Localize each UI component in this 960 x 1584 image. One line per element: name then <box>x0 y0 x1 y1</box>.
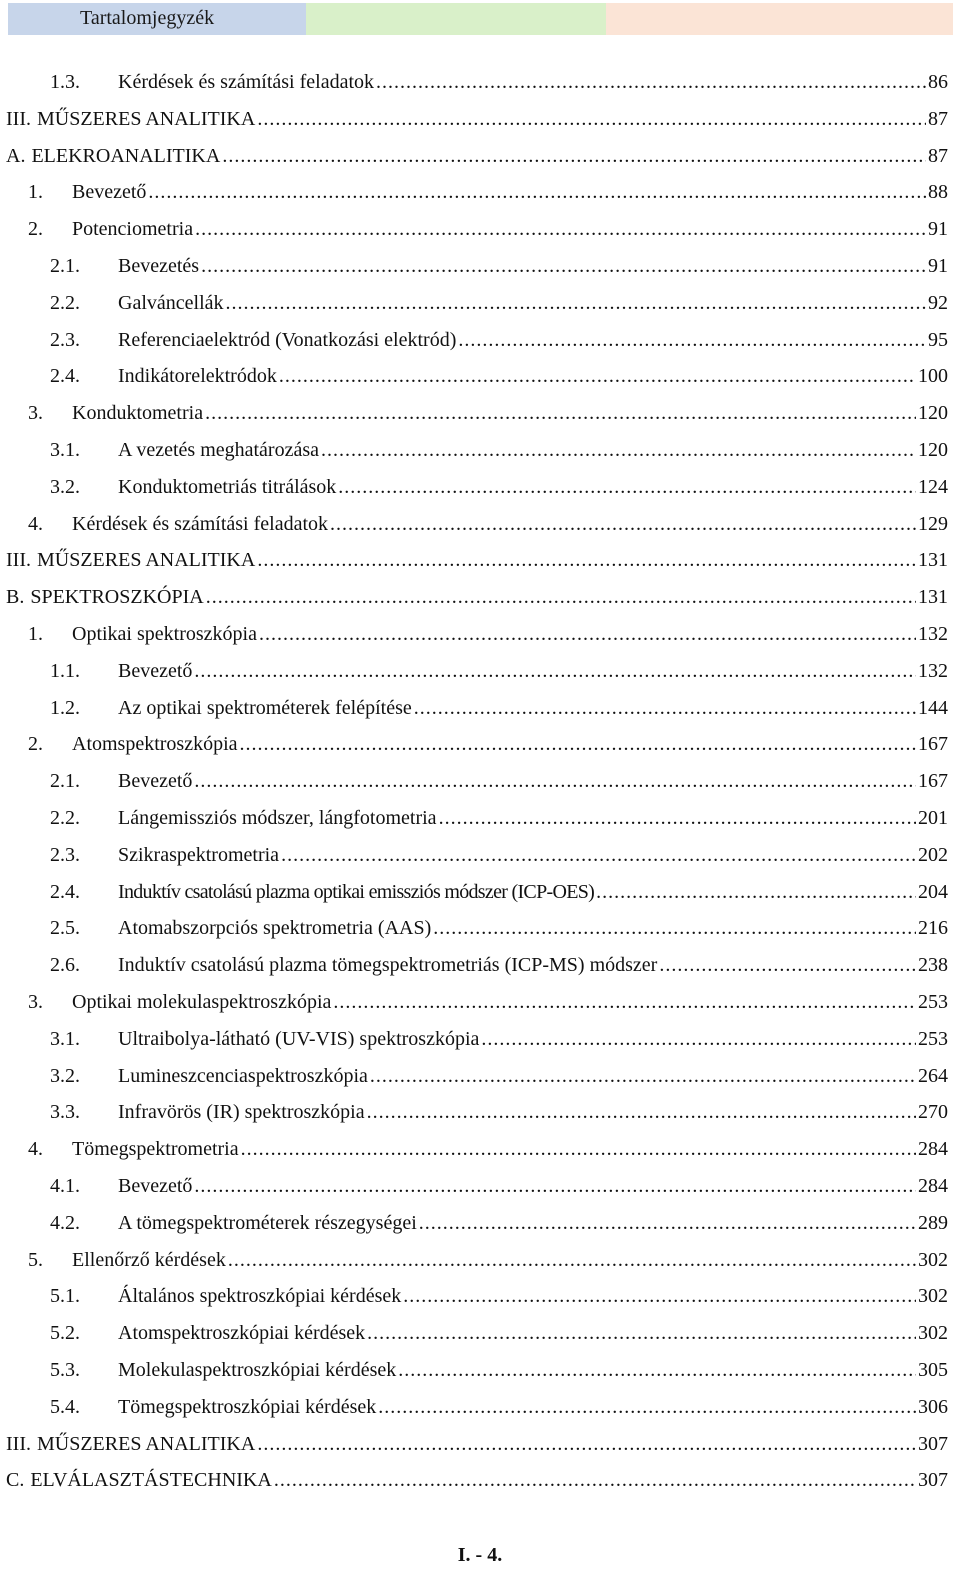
toc-dot-leader <box>194 653 916 689</box>
toc-dot-leader <box>194 1168 916 1204</box>
toc-entry[interactable] <box>0 1058 948 1094</box>
toc-dot-leader <box>403 1278 916 1314</box>
toc-entry-title: Optikai spektroszkópia <box>72 623 257 645</box>
toc-entry[interactable] <box>0 690 948 726</box>
toc-dot-leader <box>481 1021 916 1057</box>
toc-entry-title: MŰSZERES ANALITIKA <box>36 1432 256 1455</box>
toc-entry-page: 129 <box>918 512 948 535</box>
toc-entry-number: 2.1. <box>50 255 80 277</box>
toc-entry-title: Ellenőrző kérdések <box>72 1248 226 1271</box>
toc-dot-leader <box>194 763 916 799</box>
toc-entry-title: Referenciaelektród (Vonatkozási elektród) <box>118 328 457 351</box>
toc-dot-leader <box>659 947 916 983</box>
toc-entry-title: Tömegspektroszkópiai kérdések <box>118 1395 377 1418</box>
toc-entry-number: 2.4. <box>50 880 80 903</box>
toc-entry-page: 87 <box>928 144 948 167</box>
toc-dot-leader <box>370 1058 916 1094</box>
toc-entry-number: A. <box>6 144 26 167</box>
toc-entry-number: 3.2. <box>50 475 80 498</box>
toc-entry-title: Konduktometria <box>72 402 204 425</box>
toc-entry-number: 4. <box>28 1138 43 1161</box>
toc-dot-leader <box>367 1094 916 1130</box>
toc-entry-title: Tömegspektrometria <box>72 1138 239 1161</box>
toc-entry-page: 264 <box>918 1064 948 1087</box>
toc-entry-page: 253 <box>918 1027 948 1050</box>
toc-dot-leader <box>257 1426 916 1462</box>
header-title: Tartalomjegyzék <box>80 7 215 29</box>
toc-entry[interactable] <box>0 984 948 1020</box>
toc-entry[interactable] <box>0 285 948 321</box>
toc-dot-leader <box>596 874 916 910</box>
toc-entry-number: 5.2. <box>50 1322 80 1345</box>
toc-dot-leader <box>222 138 926 174</box>
toc-dot-leader <box>257 542 916 578</box>
toc-entry-title: Konduktometriás titrálások <box>118 475 337 498</box>
toc-entry-number: 2.6. <box>50 954 80 977</box>
toc-entry[interactable] <box>0 358 948 394</box>
toc-entry-title: Bevezető <box>118 659 193 682</box>
toc-entry-title: Szikraspektrometria <box>118 843 280 866</box>
toc-entry-number: 2.1. <box>50 770 80 793</box>
toc-entry[interactable] <box>0 579 948 615</box>
toc-entry[interactable] <box>0 1462 948 1498</box>
toc-entry-page: 95 <box>928 328 948 351</box>
toc-entry-number: 3.2. <box>50 1064 80 1087</box>
toc-dot-leader <box>367 1315 916 1351</box>
toc-entry-page: 284 <box>918 1138 948 1161</box>
toc-entry-number: 3.1. <box>50 439 80 461</box>
toc-entry-title: A tömegspektrométerek részegységei <box>118 1211 417 1234</box>
toc-entry-page: 305 <box>918 1359 948 1381</box>
toc-dot-leader <box>195 211 926 247</box>
toc-entry[interactable] <box>0 910 948 946</box>
toc-entry-page: 132 <box>918 623 948 645</box>
toc-entry-page: 216 <box>918 917 948 940</box>
toc-entry-title: Lumineszcenciaspektroszkópia <box>118 1064 368 1087</box>
toc-entry[interactable] <box>0 1352 948 1388</box>
toc-dot-leader <box>279 358 916 394</box>
toc-entry[interactable] <box>0 1315 948 1351</box>
toc-dot-leader <box>338 469 916 505</box>
toc-entry[interactable] <box>0 1205 948 1241</box>
header-band-blue <box>8 3 306 35</box>
toc-dot-leader <box>398 1352 916 1388</box>
toc-dot-leader <box>414 690 916 726</box>
toc-entry[interactable] <box>0 763 948 799</box>
toc-entry-page: 307 <box>918 1432 948 1455</box>
toc-entry[interactable] <box>0 469 948 505</box>
toc-entry[interactable] <box>0 174 948 210</box>
toc-entry[interactable] <box>0 1242 948 1278</box>
toc-entry-page: 86 <box>928 71 948 93</box>
toc-entry[interactable] <box>0 1278 948 1314</box>
toc-entry-page: 167 <box>918 733 948 756</box>
toc-entry-page: 270 <box>918 1101 948 1124</box>
toc-entry-title: Ultraibolya-látható (UV-VIS) spektroszkópia <box>118 1027 480 1050</box>
toc-entry-number: 5. <box>28 1248 43 1271</box>
toc-entry-page: 120 <box>918 439 948 461</box>
toc-entry-page: 100 <box>918 365 948 388</box>
toc-entry-number: 2.2. <box>50 807 80 829</box>
toc-entry-page: 289 <box>918 1211 948 1234</box>
page-number: I. - 4. <box>457 1544 503 1566</box>
toc-entry[interactable] <box>0 616 948 652</box>
toc-entry[interactable] <box>0 800 948 836</box>
toc-entry-page: 124 <box>918 475 948 498</box>
toc-entry-title: Optikai molekulaspektroszkópia <box>72 991 332 1013</box>
toc-entry-number: 4.1. <box>50 1175 80 1197</box>
toc-entry-page: 204 <box>918 880 948 903</box>
toc-entry-page: 302 <box>918 1248 948 1271</box>
toc-entry-page: 91 <box>928 255 948 277</box>
toc-entry-page: 131 <box>918 549 948 572</box>
toc-entry-title: Általános spektroszkópiai kérdések <box>118 1285 402 1308</box>
toc-dot-leader <box>376 64 926 100</box>
toc-dot-leader <box>257 101 926 137</box>
header-band-peach <box>606 3 953 35</box>
toc-entry[interactable] <box>0 64 948 100</box>
toc-entry-title: Atomspektroszkópia <box>72 733 238 756</box>
toc-entry-number: 4. <box>28 512 43 535</box>
toc-dot-leader <box>274 1462 916 1498</box>
toc-dot-leader <box>201 248 926 284</box>
toc-entry-number: 1.2. <box>50 696 80 719</box>
toc-entry-title: Atomabszorpciós spektrometria (AAS) <box>118 917 432 940</box>
toc-entry-number: 5.1. <box>50 1285 80 1308</box>
toc-entry-page: 253 <box>918 991 948 1013</box>
toc-entry[interactable] <box>0 1021 948 1057</box>
toc-dot-leader <box>378 1389 916 1425</box>
toc-entry[interactable] <box>0 506 948 542</box>
toc-entry-title: Kérdések és számítási feladatok <box>72 512 329 535</box>
toc-entry-page: 131 <box>918 586 948 609</box>
toc-entry-number: 2. <box>28 218 43 241</box>
toc-entry[interactable] <box>0 837 948 873</box>
toc-entry-number: III. <box>6 549 31 572</box>
toc-entry-number: 5.4. <box>50 1395 80 1418</box>
toc-entry-number: 3. <box>28 402 43 425</box>
toc-entry-page: 88 <box>928 181 948 204</box>
toc-entry[interactable] <box>0 322 948 358</box>
toc-entry-number: 2.5. <box>50 917 80 940</box>
toc-entry-number: 2. <box>28 733 43 756</box>
toc-entry-title: ELEKROANALITIKA <box>31 144 221 167</box>
toc-dot-leader <box>321 432 916 468</box>
toc-dot-leader <box>419 1205 916 1241</box>
toc-entry-page: 302 <box>918 1285 948 1308</box>
toc-entry-page: 120 <box>918 402 948 425</box>
toc-dot-leader <box>433 910 916 946</box>
toc-entry-title: Az optikai spektrométerek felépítése <box>118 696 412 719</box>
toc-entry-title: Bevezető <box>118 770 193 793</box>
toc-entry-number: 3.1. <box>50 1027 80 1050</box>
toc-entry-title: Molekulaspektroszkópiai kérdések <box>118 1359 397 1381</box>
toc-entry-page: 201 <box>918 807 948 829</box>
toc-entry-number: B. <box>6 586 25 609</box>
toc-entry-number: 2.4. <box>50 365 80 388</box>
toc-entry[interactable] <box>0 1094 948 1130</box>
toc-entry[interactable] <box>0 395 948 431</box>
toc-entry[interactable] <box>0 1426 948 1462</box>
toc-entry[interactable] <box>0 1131 948 1167</box>
toc-entry-number: 5.3. <box>50 1359 80 1381</box>
toc-entry-title: Atomspektroszkópiai kérdések <box>118 1322 366 1345</box>
toc-entry-page: 144 <box>918 696 948 719</box>
toc-entry-number: 1.1. <box>50 659 80 682</box>
toc-entry-title: Bevezető <box>118 1175 193 1197</box>
toc-dot-leader <box>259 616 916 652</box>
toc-entry-title: Infravörös (IR) spektroszkópia <box>118 1101 365 1124</box>
toc-entry[interactable] <box>0 542 948 578</box>
toc-dot-leader <box>226 285 927 321</box>
toc-entry-number: 3. <box>28 991 43 1013</box>
toc-dot-leader <box>240 726 916 762</box>
toc-entry-title: A vezetés meghatározása <box>118 439 320 461</box>
toc-entry-number: 2.3. <box>50 843 80 866</box>
toc-entry-number: 3.3. <box>50 1101 80 1124</box>
toc-entry-title: MŰSZERES ANALITIKA <box>36 549 256 572</box>
toc-entry-page: 306 <box>918 1395 948 1418</box>
toc-entry-title: SPEKTROSZKÓPIA <box>30 586 204 609</box>
toc-entry[interactable] <box>0 1168 948 1204</box>
running-header <box>8 3 953 35</box>
toc-entry-title: Indikátorelektródok <box>118 365 277 388</box>
toc-entry-page: 307 <box>918 1469 948 1492</box>
toc-dot-leader <box>333 984 916 1020</box>
toc-entry-number: 1.3. <box>50 71 80 93</box>
toc-entry-title: Induktív csatolású plazma tömegspektrometriás (ICP-MS) módszer <box>118 954 658 977</box>
toc-dot-leader <box>206 579 916 615</box>
toc-entry[interactable] <box>0 726 948 762</box>
toc-entry-number: 1. <box>28 623 43 645</box>
header-band-green <box>306 3 606 35</box>
toc-entry-page: 132 <box>918 659 948 682</box>
toc-entry-title: Potenciometria <box>72 218 194 241</box>
toc-dot-leader <box>330 506 916 542</box>
toc-entry-title: Kérdések és számítási feladatok <box>118 71 375 93</box>
toc-entry[interactable] <box>0 653 948 689</box>
toc-entry-number: 4.2. <box>50 1211 80 1234</box>
toc-entry-page: 167 <box>918 770 948 793</box>
toc-entry-number: 2.3. <box>50 328 80 351</box>
toc-entry[interactable] <box>0 211 948 247</box>
toc-entry-title: Bevezetés <box>118 255 200 277</box>
toc-entry-title: Galváncellák <box>118 291 224 314</box>
toc-entry-title: Bevezető <box>72 181 147 204</box>
toc-entry-number: III. <box>6 107 31 130</box>
toc-entry-number: III. <box>6 1432 31 1455</box>
toc-entry-number: C. <box>6 1469 25 1492</box>
toc-entry-page: 238 <box>918 954 948 977</box>
toc-dot-leader <box>205 395 916 431</box>
toc-entry[interactable] <box>0 248 948 284</box>
toc-dot-leader <box>458 322 926 358</box>
toc-dot-leader <box>439 800 916 836</box>
toc-entry[interactable] <box>0 1389 948 1425</box>
toc-dot-leader <box>241 1131 916 1167</box>
toc-entry-page: 202 <box>918 843 948 866</box>
toc-entry[interactable] <box>0 432 948 468</box>
toc-entry-number: 2.2. <box>50 291 80 314</box>
toc-dot-leader <box>148 174 926 210</box>
toc-entry[interactable] <box>0 101 948 137</box>
toc-entry-title: Lángemissziós módszer, lángfotometria <box>118 807 437 829</box>
toc-entry-page: 91 <box>928 218 948 241</box>
toc-entry-page: 284 <box>918 1175 948 1197</box>
toc-dot-leader <box>228 1242 916 1278</box>
toc-entry[interactable] <box>0 874 948 910</box>
toc-entry-title: Induktív csatolású plazma optikai emissziós módszer (ICP-OES) <box>118 880 595 903</box>
toc-entry[interactable] <box>0 947 948 983</box>
toc-entry-page: 92 <box>928 291 948 314</box>
toc-entry-number: 1. <box>28 181 43 204</box>
toc-entry-page: 87 <box>928 107 948 130</box>
toc-entry[interactable] <box>0 138 948 174</box>
toc-dot-leader <box>281 837 916 873</box>
toc-entry-page: 302 <box>918 1322 948 1345</box>
toc-entry-title: MŰSZERES ANALITIKA <box>36 107 256 130</box>
toc-entry-title: ELVÁLASZTÁSTECHNIKA <box>30 1469 272 1492</box>
